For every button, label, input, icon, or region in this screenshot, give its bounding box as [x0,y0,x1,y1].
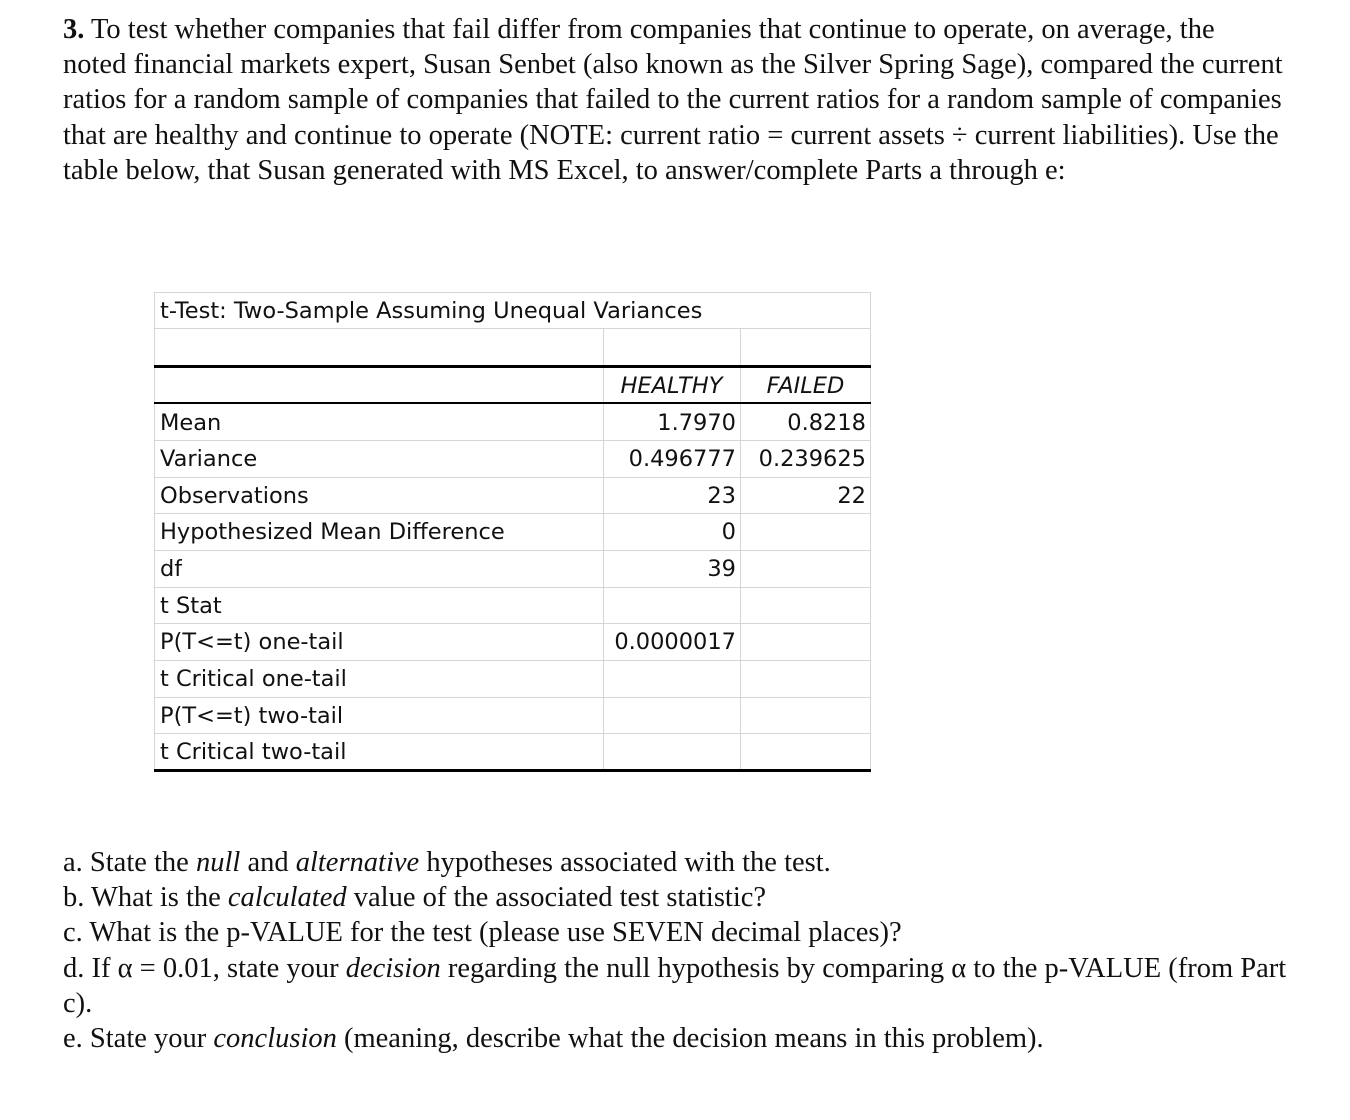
row-label-observations: Observations [160,483,309,509]
question-a: a. State the null and alternative hypotheses associated with the test. [63,847,831,878]
variance-failed: 0.239625 [758,446,866,472]
row-label-t-critical-two-tail: t Critical two-tail [160,739,347,765]
hypothesized-mean-difference-value: 0 [721,519,736,545]
row-label-hypothesized-mean-difference: Hypothesized Mean Difference [160,519,505,545]
mean-failed: 0.8218 [787,410,866,436]
row-label-df: df [160,556,183,582]
problem-statement [63,12,1283,188]
column-header-failed: FAILED [766,373,845,399]
df-value: 39 [707,556,736,582]
mean-healthy: 1.7970 [657,410,736,436]
t-test-output-table [154,292,871,772]
question-e: e. State your conclusion (meaning, describe what the decision means in this problem). [63,1023,1044,1055]
observations-healthy: 23 [707,483,736,509]
row-label-t-stat: t Stat [160,593,222,619]
problem-text: To test whether companies that fail differ from companies that continue to operate, on average, the noted financial markets expert, Susan Senbet (also known as the Silver Spring Sage), compared the current ratios for a random sample of companies that failed to the current ratios for a random sample of companies that are healthy and continue to operate (NOTE: current ratio = current assets ÷ current liabilities). Use the table below, that Susan generated with MS Excel, to answer/complete Parts a through e: [63,14,1283,186]
problem-number: 3. [63,14,85,45]
table-title: t-Test: Two-Sample Assuming Unequal Variances [160,298,703,324]
row-label-p-one-tail: P(T<=t) one-tail [160,629,344,655]
question-d: d. If α = 0.01, state your decision regarding the null hypothesis by comparing α to the p-VALUE (from Part c). [63,952,1287,1019]
observations-failed: 22 [837,483,866,509]
question-b: b. What is the calculated value of the associated test statistic? [63,882,767,914]
row-label-mean: Mean [160,410,222,436]
row-label-t-critical-one-tail: t Critical one-tail [160,666,347,692]
question-list [63,845,1303,1056]
p-one-tail-value: 0.0000017 [614,629,736,655]
row-label-variance: Variance [160,446,258,472]
row-label-p-two-tail: P(T<=t) two-tail [160,703,344,729]
question-c: c. What is the p-VALUE for the test (please use SEVEN decimal places)? [63,917,902,949]
column-header-healthy: HEALTHY [620,373,723,399]
variance-healthy: 0.496777 [628,446,736,472]
